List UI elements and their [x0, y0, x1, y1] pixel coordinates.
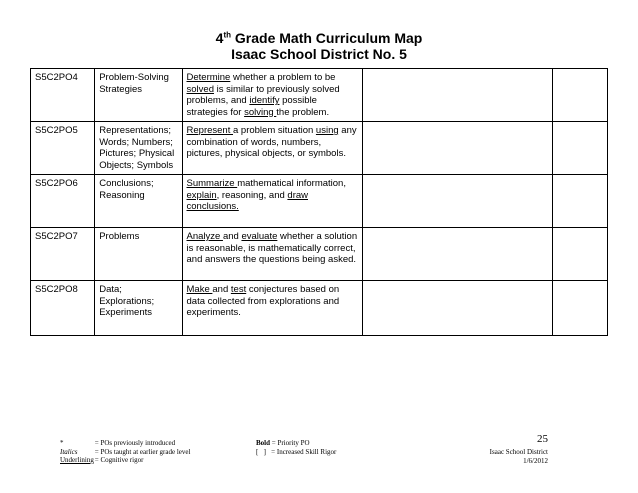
- po-description: [182, 228, 363, 281]
- po-code: S5C2PO5: [31, 122, 95, 175]
- table-row: [31, 175, 608, 228]
- table-row: [31, 281, 608, 336]
- legend-row: [256, 448, 336, 457]
- description-segment: the problem.: [276, 106, 330, 118]
- legend-text: = POs previously introduced: [94, 439, 176, 447]
- page-title: 4th Grade Math Curriculum Map: [215, 30, 423, 46]
- empty-cell: [552, 122, 607, 175]
- po-topic: Conclusions; Reasoning: [95, 175, 182, 228]
- description-segment: solved: [186, 83, 214, 95]
- po-description: [182, 281, 363, 336]
- table-row: [31, 69, 608, 122]
- description-segment: identify: [249, 95, 280, 106]
- description-segment: solving: [244, 106, 277, 118]
- empty-cell: [363, 122, 553, 175]
- po-description: [182, 69, 363, 122]
- empty-cell: [552, 175, 607, 228]
- description-segment: evaluate: [241, 231, 278, 242]
- legend-key: Underlining: [60, 456, 94, 464]
- description-segment: and: [212, 284, 231, 295]
- po-topic: Data; Explorations; Experiments: [95, 281, 182, 336]
- po-code: S5C2PO4: [31, 69, 95, 122]
- legend-key: *: [60, 439, 64, 447]
- table-row: [31, 228, 608, 281]
- description-segment: using: [315, 125, 339, 136]
- description-segment: whether a solution is reasonable, is mathematically correct, and answers the questions being asked.: [186, 231, 358, 265]
- curriculum-table: [30, 68, 608, 336]
- po-code: S5C2PO7: [31, 228, 95, 281]
- table-row: [31, 122, 608, 175]
- description-segment: whether a problem to be: [230, 72, 336, 83]
- description-segment: Analyze: [186, 231, 223, 242]
- footer-legend: [60, 439, 190, 465]
- footer-district-block: [490, 448, 548, 465]
- empty-cell: [363, 69, 553, 122]
- description-segment: mathematical information,: [237, 178, 346, 189]
- empty-cell: [363, 281, 553, 336]
- page-number: 25: [537, 433, 548, 445]
- empty-cell: [552, 228, 607, 281]
- po-topic: Problem-Solving Strategies: [95, 69, 182, 122]
- legend-text: = Priority PO: [270, 439, 310, 447]
- po-code: S5C2PO6: [31, 175, 95, 228]
- description-segment: Determine: [186, 72, 231, 83]
- description-segment: a problem situation: [233, 125, 316, 136]
- description-segment: Make: [186, 284, 213, 295]
- empty-cell: [363, 228, 553, 281]
- description-segment: any combination of words, numbers, pictures, physical objects, or symbols.: [186, 125, 357, 159]
- po-description: [182, 175, 363, 228]
- description-segment: possible strategies for: [186, 95, 317, 118]
- legend-key: Italics: [60, 447, 78, 456]
- empty-cell: [363, 175, 553, 228]
- footer-date: 1/6/2012: [523, 456, 548, 465]
- description-segment: test: [230, 284, 247, 295]
- description-segment: is similar to previously solved problems, and: [186, 83, 340, 106]
- legend-text: = Cognitive rigor: [94, 456, 144, 464]
- legend-row: [60, 448, 190, 457]
- description-segment: draw conclusions.: [186, 189, 308, 212]
- district-name: Isaac School District: [489, 448, 548, 456]
- legend-text: = POs taught at earlier grade level: [94, 447, 191, 456]
- empty-cell: [552, 281, 607, 336]
- po-topic: Problems: [95, 228, 182, 281]
- description-segment: Summarize: [186, 178, 238, 189]
- description-segment: , reasoning, and: [216, 189, 288, 201]
- description-segment: and: [222, 231, 242, 242]
- footer-legend-center: [256, 439, 336, 456]
- legend-row: [60, 439, 190, 448]
- description-segment: conjectures based on data collected from explorations and experiments.: [186, 284, 340, 318]
- page-subtitle: Isaac School District No. 5: [231, 46, 407, 62]
- po-code: S5C2PO8: [31, 281, 95, 336]
- po-description: [182, 122, 363, 175]
- legend-key: Bold: [256, 439, 271, 447]
- empty-cell: [552, 69, 607, 122]
- legend-text: = Increased Skill Rigor: [271, 447, 337, 456]
- legend-key: [ ]: [256, 447, 266, 456]
- legend-row: [60, 456, 190, 465]
- po-topic: Representations; Words; Numbers; Pictures; Physical Objects; Symbols: [95, 122, 182, 175]
- description-segment: Represent: [186, 125, 233, 136]
- legend-row: [256, 439, 336, 448]
- description-segment: explain: [186, 189, 217, 201]
